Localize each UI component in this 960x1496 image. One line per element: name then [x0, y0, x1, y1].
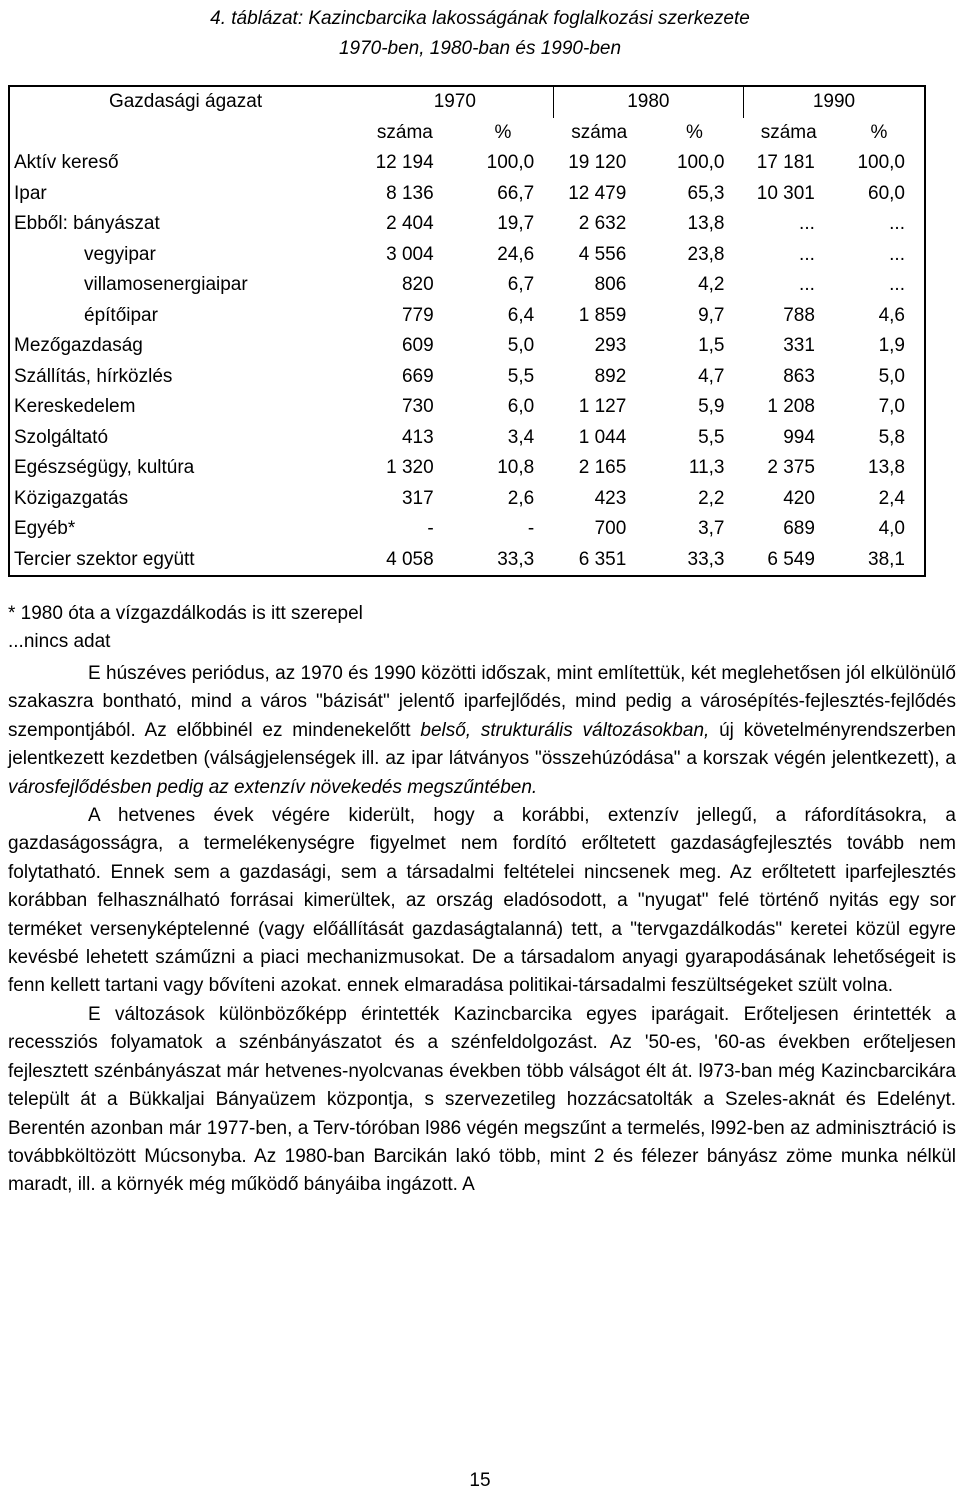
table-cell: 1 320	[386, 457, 434, 479]
page-number: 15	[469, 1470, 491, 1491]
table-caption	[0, 4, 960, 64]
table-cell: 293	[594, 335, 627, 357]
table-cell: 413	[401, 426, 434, 448]
table-row	[9, 514, 925, 545]
table-cell: 60,0	[868, 182, 905, 204]
table-cell: -	[527, 518, 535, 540]
table-cell: 2 375	[767, 457, 815, 479]
table-cell: 6 549	[767, 548, 815, 570]
table-cell: 423	[594, 487, 627, 509]
text-run: új követelményrendszerben jelentkezett kezdetben (válságjelenségek ill. az ipar látványos "összehúzódása" a korszak végén jelentkezett), a	[8, 719, 956, 770]
text-run: E változások különbözőképp érintették Kazincbarcika egyes iparágait. Erőteljesen érintették a recessziós folyamatok a szénbányászatot és a szénfeldolgozást. Az '50-es, '60-as években erőteljesen fejlesztett szénbányászat már hetvenes-nyolcvanas években több válságot élt át. l973-ban még Kazincbarcikára települt át a Bükkaljai Bányaüzem központja, s szervezetileg hozzácsatolták a Szeles-aknát és Edelényt. Berentén azonban már 1977-ben, a Terv-tóróban l986 végén megszűnt a termelés, l992-ben az adminisztráció is továbbköltözött Múcsonyba. Az 1980-ban Barcikán lakó több, mint 2 és félezer bányász zöme munka nélkül maradt, ill. a környék még működő bányáiba ingázott. A	[8, 1003, 956, 1196]
table-cell: 806	[594, 274, 627, 296]
table-cell: 863	[783, 365, 815, 387]
table-cell: 19 120	[568, 152, 627, 174]
missing-data-note: ...nincs adat	[8, 631, 111, 652]
subheader-cell: száma	[571, 121, 628, 143]
table-cell: 23,8	[687, 243, 725, 265]
table-cell: 2 404	[386, 213, 434, 235]
table-cell: 2,4	[878, 487, 905, 509]
caption-line-2: 1970-ben, 1980-ban és 1990-ben	[338, 38, 622, 59]
table-cell: 3,7	[698, 518, 725, 540]
row-label: Közigazgatás	[14, 487, 129, 509]
table-cell: 820	[401, 274, 434, 296]
header-year: 1970	[357, 86, 553, 118]
table-cell: 100,0	[676, 152, 725, 174]
table-cell: 11,3	[688, 457, 725, 479]
table-cell: 6 351	[578, 548, 627, 570]
text-run: A hetvenes évek végére kiderült, hogy a korábbi, extenzív jellegű, a ráfordításokra, a gazdaságosságra, a termelékenységre figyelmet nem fordító erőltetett gazdaságfejlesztés tovább nem folytatható. Ennek sem a gazdasági, sem a társadalmi feltételei nincsenek meg. Az erőltetett iparfejlesztés korábban felhasználható forrásai kimerültek, az ország eladósodott, a "nyugat" felé történő nyitás egy sor terméket versenyképtelenné (vagy előállítását gazdaságtalanná) tett, a "tervgazdálkodás" keretei közül egyre kevésbé lehetett száműzni a piaci mechanizmusokat. De a társadalom anyagi gyarapodásának lehetőségeit is fenn kellett tartani vagy bővíteni azokat. ennek elmaradása politikai-társadalmi feszültségeket szült volna.	[8, 805, 956, 997]
table-cell: 5,8	[878, 426, 905, 448]
row-label: Tercier szektor együtt	[14, 548, 195, 570]
table-row	[9, 362, 925, 393]
subheader-cell: száma	[376, 121, 433, 143]
table-cell: 730	[401, 396, 434, 418]
header-year: 1990	[812, 91, 856, 113]
subheader-cell: %	[494, 121, 512, 143]
row-label: Kereskedelem	[14, 396, 136, 418]
table-cell: ...	[799, 243, 815, 265]
table-cell: 1,9	[878, 335, 905, 357]
table-cell: 609	[401, 335, 434, 357]
table-cell: 4 556	[578, 243, 627, 265]
table-row	[9, 301, 925, 332]
table-cell: 6,4	[507, 304, 535, 326]
table-cell: 33,3	[497, 548, 535, 570]
table-cell: 19,7	[497, 213, 535, 235]
table-cell: 6,0	[507, 396, 535, 418]
occupation-table	[8, 85, 926, 577]
table-cell: 1 127	[578, 396, 627, 418]
table-cell: -	[427, 518, 434, 540]
table-cell: 5,5	[698, 426, 725, 448]
table-cell: 24,6	[497, 243, 535, 265]
table-cell: 779	[401, 304, 434, 326]
table-cell: 689	[783, 518, 815, 540]
table-cell: 33,3	[687, 548, 725, 570]
table-notes	[8, 600, 956, 656]
table-row	[9, 240, 925, 271]
paragraph	[8, 1001, 956, 1200]
table-row	[9, 545, 925, 577]
row-label: villamosenergiaipar	[84, 274, 248, 296]
header-sector-label: Gazdasági ágazat	[108, 91, 263, 113]
table-cell: 1,5	[698, 335, 725, 357]
table-cell: 788	[783, 304, 815, 326]
table-cell: 669	[401, 365, 434, 387]
table-year-row	[9, 86, 925, 118]
table-cell: 4,6	[878, 304, 905, 326]
table-cell: 5,0	[507, 335, 535, 357]
table-cell: 66,7	[497, 182, 535, 204]
table-row	[9, 270, 925, 301]
table-cell: ...	[889, 213, 905, 235]
row-label: Ebből: bányászat	[14, 213, 160, 235]
table-cell: 38,1	[868, 548, 905, 570]
table-cell: 2 165	[578, 457, 627, 479]
table-cell: 4 058	[386, 548, 434, 570]
header-year: 1980	[553, 86, 743, 118]
paragraph	[8, 660, 956, 802]
table-cell: 100,0	[486, 152, 535, 174]
table-row	[9, 453, 925, 484]
subheader-cell: száma	[760, 121, 817, 143]
table-subheader-row	[9, 118, 925, 149]
table-cell: 4,0	[878, 518, 905, 540]
table-cell: 13,8	[868, 457, 905, 479]
table-cell: ...	[889, 274, 905, 296]
table-row	[9, 484, 925, 515]
text-run: E húszéves periódus, az 1970 és 1990 közötti időszak, mint említettük, két meglehetősen jól elkülönülő szakaszra bontható, mind a város "bázisát" jelentő iparfejlődés, mind pedig a városépítés-fejlesztés-fejlődés szempontjából. Az előbbinél ez mindenekelőtt	[8, 663, 956, 741]
row-label: Szállítás, hírközlés	[14, 365, 173, 387]
table-cell: 4,2	[698, 274, 725, 296]
italic-run: városfejlődésben pedig az extenzív növekedés megszűntében.	[8, 776, 538, 798]
table-cell: 7,0	[878, 396, 905, 418]
subheader-cell: %	[870, 121, 888, 143]
table-cell: 12 479	[568, 182, 627, 204]
table-cell: 700	[594, 518, 627, 540]
caption-line-1: 4. táblázat: Kazincbarcika lakosságának foglalkozási szerkezete	[210, 8, 750, 29]
table-cell: 5,9	[698, 396, 725, 418]
table-cell: 3,4	[507, 426, 535, 448]
row-label: Mezőgazdaság	[14, 335, 143, 357]
row-label: Ipar	[14, 182, 47, 204]
table-cell: 10,8	[497, 457, 535, 479]
table-cell: 2 632	[578, 213, 627, 235]
table-cell: 892	[594, 365, 627, 387]
table-cell: 331	[783, 335, 815, 357]
table-cell: 8 136	[386, 182, 434, 204]
row-label: Aktív kereső	[14, 152, 119, 174]
paragraph	[8, 802, 956, 1001]
table-cell: 1 859	[578, 304, 627, 326]
row-label: Egészségügy, kultúra	[14, 457, 195, 479]
row-label: Egyéb*	[14, 518, 76, 540]
italic-run: belső, strukturális változásokban,	[420, 719, 710, 741]
table-cell: 317	[401, 487, 434, 509]
table-cell: ...	[799, 213, 815, 235]
table-cell: 17 181	[756, 152, 815, 174]
table-cell: 2,2	[698, 487, 725, 509]
table-cell: 100,0	[857, 152, 905, 174]
table-cell: 4,7	[698, 365, 725, 387]
body-text	[8, 660, 956, 1200]
table-row	[9, 209, 925, 240]
table-row	[9, 392, 925, 423]
table-cell: 420	[783, 487, 815, 509]
row-label: építőipar	[84, 304, 158, 326]
table-row	[9, 423, 925, 454]
table-row	[9, 179, 925, 210]
footnote: * 1980 óta a vízgazdálkodás is itt szerepel	[8, 603, 363, 624]
table-cell: 1 208	[767, 396, 815, 418]
table-cell: 1 044	[578, 426, 627, 448]
row-label: vegyipar	[84, 243, 156, 265]
table-cell: 12 194	[375, 152, 434, 174]
table-cell: 2,6	[507, 487, 535, 509]
table-cell: ...	[889, 243, 905, 265]
subheader-cell: %	[685, 121, 703, 143]
table-cell: 6,7	[507, 274, 535, 296]
table-cell: 994	[783, 426, 815, 448]
table-cell: 5,0	[878, 365, 905, 387]
table-cell: 3 004	[386, 243, 434, 265]
table-cell: 9,7	[698, 304, 725, 326]
table-row	[9, 148, 925, 179]
row-label: Szolgáltató	[14, 426, 109, 448]
table-cell: ...	[799, 274, 815, 296]
table-row	[9, 331, 925, 362]
table-cell: 5,5	[507, 365, 535, 387]
table-cell: 10 301	[756, 182, 815, 204]
table-cell: 13,8	[687, 213, 725, 235]
table-cell: 65,3	[687, 182, 725, 204]
